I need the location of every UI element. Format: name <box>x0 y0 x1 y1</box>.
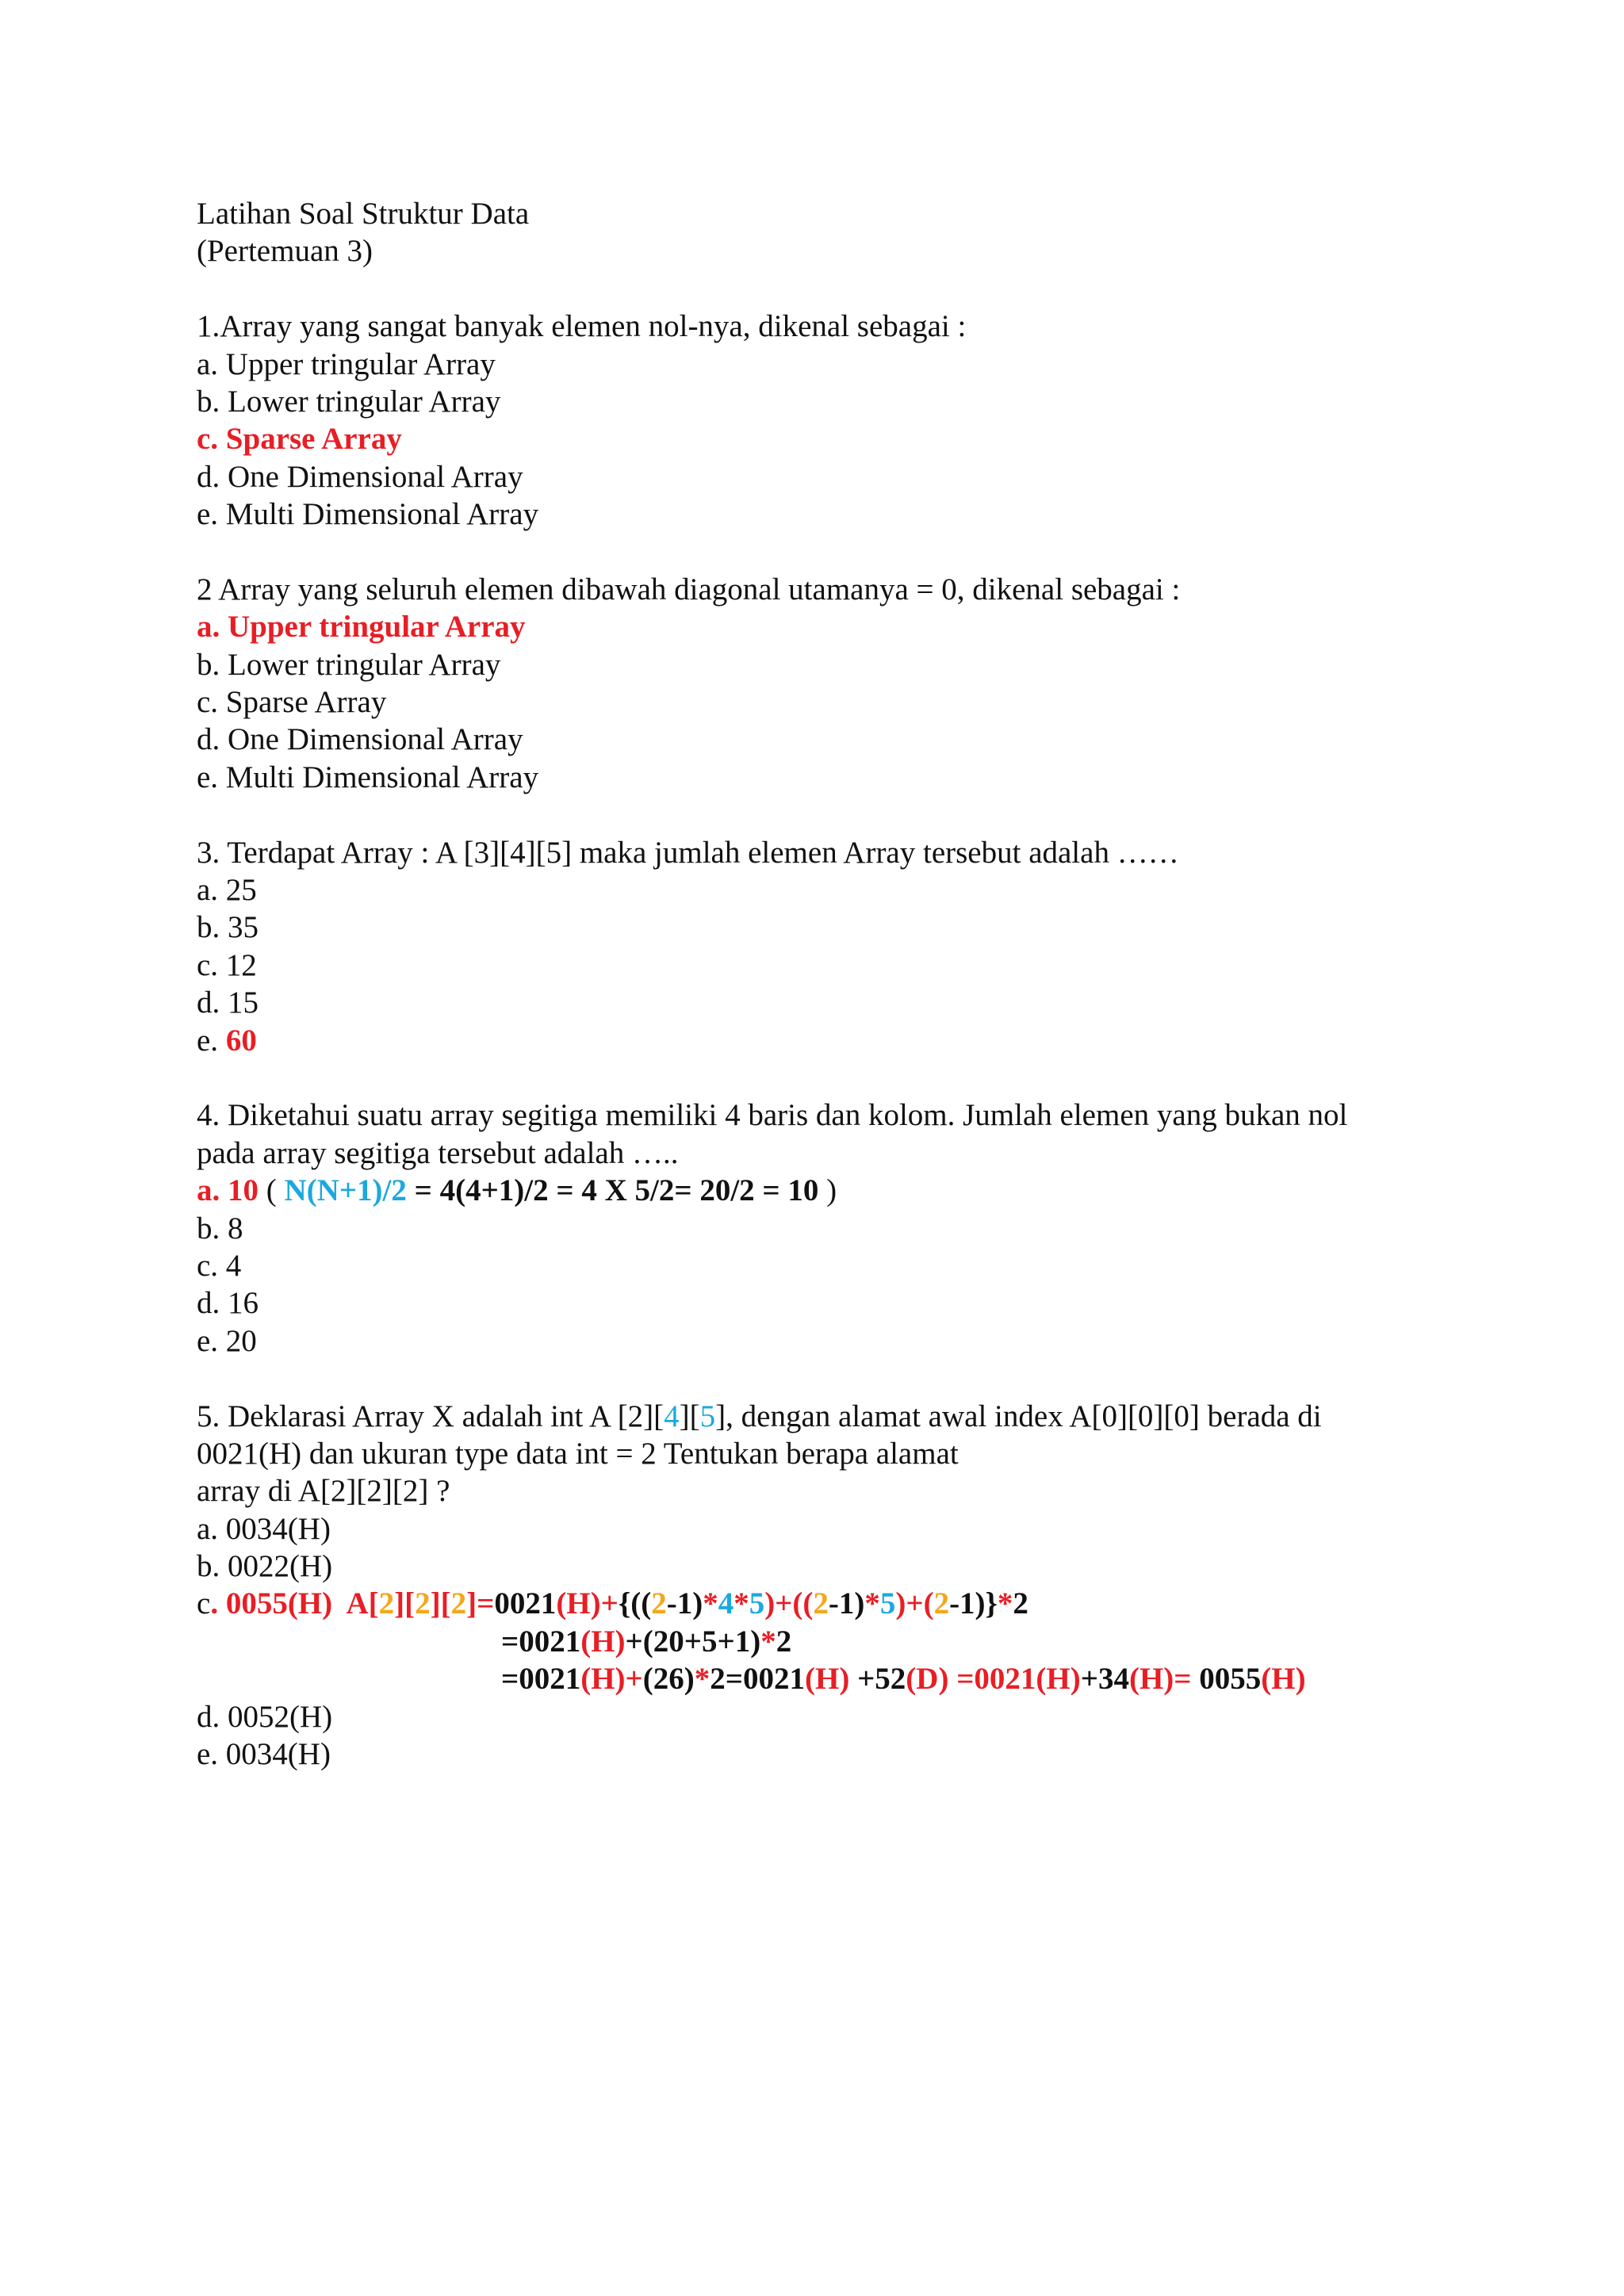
document-body <box>197 195 1505 1773</box>
q5-line2-segment-4: 2 <box>776 1624 792 1659</box>
q5-line3-segment-7: (D) <box>906 1662 949 1697</box>
q3-option-e-prefix: e. <box>197 1023 226 1058</box>
q5-line1-segment-10: 2 <box>651 1586 667 1621</box>
q5-line1-segment-24: } <box>985 1586 998 1621</box>
q4-option-e: e. 20 <box>197 1323 257 1358</box>
q5-line1-segment-21: )+( <box>895 1586 934 1621</box>
q5-answer-prefix: c <box>197 1586 211 1621</box>
q5-line3-segment-2: (26) <box>642 1662 695 1697</box>
q5-line2-segment-3: * <box>760 1624 776 1659</box>
q5-line1-segment-11: -1) <box>666 1586 703 1621</box>
q5-line1-segment-14: * <box>733 1586 749 1621</box>
q5-line2-segment-0: =0021 <box>501 1624 581 1659</box>
q5-line3-segment-12: 0055 <box>1191 1662 1262 1697</box>
document-title: Latihan Soal Struktur Data <box>197 197 530 231</box>
q5-line1-segment-0: A[ <box>332 1586 379 1621</box>
document-subtitle: (Pertemuan 3) <box>197 234 373 269</box>
q5-line1-segment-18: -1) <box>828 1586 865 1621</box>
q5-option-e: e. 0034(H) <box>197 1737 331 1772</box>
q5-line3-segment-8: =0021 <box>948 1662 1036 1697</box>
spacer <box>197 270 1505 308</box>
q2-option-b: b. Lower tringular Array <box>197 647 501 682</box>
q5-line3-segment-9: (H) <box>1036 1662 1081 1697</box>
q5-line1-segment-4: ][ <box>430 1586 451 1621</box>
q5-calc-line-1 <box>332 1586 1028 1621</box>
q5-line1-segment-1: 2 <box>378 1586 395 1621</box>
q5-line2-segment-1: (H) <box>580 1624 626 1659</box>
q4-answer-label: a. 10 <box>197 1173 259 1208</box>
q5-line3-segment-10: +34 <box>1080 1662 1129 1697</box>
q4-option-c: c. 4 <box>197 1248 242 1283</box>
q5-dim-4: 4 <box>664 1399 680 1433</box>
q5-line1-segment-13: 4 <box>718 1586 734 1621</box>
q5-option-d: d. 0052(H) <box>197 1699 333 1734</box>
q1-option-e: e. Multi Dimensional Array <box>197 497 539 532</box>
q5-line2-segment-2: +(20+5+1) <box>625 1624 761 1659</box>
q5-line1-segment-12: * <box>703 1586 718 1621</box>
spacer <box>197 1059 1505 1096</box>
question-1: 1.Array yang sangat banyak elemen nol-nya, dikenal sebagai : <box>197 309 967 344</box>
q3-option-a: a. 25 <box>197 873 257 908</box>
q5-line1-segment-7: 0021 <box>494 1586 557 1621</box>
q5-calc-line-3 <box>197 1660 1505 1697</box>
q4-answer-close-paren: ) <box>818 1173 837 1208</box>
q3-option-c: c. 12 <box>197 947 257 982</box>
q5-text-part-3: ][ <box>679 1399 700 1433</box>
q4-option-a-answer <box>197 1172 1505 1209</box>
q5-line1-segment-17: 2 <box>813 1586 829 1621</box>
q5-line3-segment-4: 2=0021 <box>710 1662 805 1697</box>
q5-line3-segment-6: +52 <box>849 1662 906 1697</box>
question-5-line-2: 0021(H) dan ukuran type data int = 2 Tentukan berapa alamat <box>197 1436 959 1471</box>
q4-answer-open-paren: ( <box>259 1173 285 1208</box>
q5-line1-segment-26: 2 <box>1013 1586 1028 1621</box>
spacer <box>197 796 1505 833</box>
q5-option-a: a. 0034(H) <box>197 1511 331 1546</box>
q5-line1-segment-15: 5 <box>749 1586 765 1621</box>
q5-line1-segment-22: 2 <box>933 1586 950 1621</box>
q1-option-a: a. Upper tringular Array <box>197 346 496 381</box>
q5-line3-segment-0: =0021 <box>501 1662 581 1697</box>
q5-line1-segment-8: (H)+ <box>556 1586 619 1621</box>
q1-option-d: d. One Dimensional Array <box>197 459 523 494</box>
q5-line3-segment-5: (H) <box>805 1662 850 1697</box>
spacer <box>197 534 1505 571</box>
q1-option-c-answer: c. Sparse Array <box>197 422 402 457</box>
q5-line3-segment-11: (H)= <box>1128 1662 1192 1697</box>
q5-line1-segment-16: )+(( <box>764 1586 814 1621</box>
q5-line1-segment-20: 5 <box>879 1586 896 1621</box>
q5-line1-segment-6: ]= <box>466 1586 495 1621</box>
q5-answer-value: . 0055(H) <box>210 1586 333 1621</box>
spacer <box>197 1360 1505 1397</box>
q5-line1-segment-23: -1) <box>949 1586 986 1621</box>
q1-option-b: b. Lower tringular Array <box>197 384 501 419</box>
q5-line3-segment-3: * <box>694 1662 710 1697</box>
q4-answer-formula: N(N+1)/2 <box>284 1173 407 1208</box>
q5-line1-segment-3: 2 <box>415 1586 431 1621</box>
q2-option-c: c. Sparse Array <box>197 685 387 720</box>
q4-answer-calculation: = 4(4+1)/2 = 4 X 5/2= 20/2 = 10 <box>406 1173 819 1208</box>
q5-line1-segment-5: 2 <box>450 1586 467 1621</box>
q5-line1-segment-9: {(( <box>618 1586 652 1621</box>
q5-option-c-answer <box>197 1585 1505 1622</box>
q5-line3-segment-1: (H)+ <box>580 1662 643 1697</box>
q2-option-a-answer: a. Upper tringular Array <box>197 610 526 645</box>
q5-line3-segment-13: (H) <box>1261 1662 1306 1697</box>
q5-calc-line-2 <box>197 1623 1505 1660</box>
q2-option-e: e. Multi Dimensional Array <box>197 760 539 794</box>
question-5-line-3: array di A[2][2][2] ? <box>197 1474 450 1509</box>
q5-option-b: b. 0022(H) <box>197 1549 333 1584</box>
q4-option-b: b. 8 <box>197 1211 243 1246</box>
q5-line1-segment-19: * <box>864 1586 880 1621</box>
question-2: 2 Array yang seluruh elemen dibawah diagonal utamanya = 0, dikenal sebagai : <box>197 572 1181 607</box>
q2-option-d: d. One Dimensional Array <box>197 722 523 757</box>
q5-line1-segment-25: * <box>997 1586 1013 1621</box>
question-4-line-1: 4. Diketahui suatu array segitiga memiliki 4 baris dan kolom. Jumlah elemen yang bukan nol <box>197 1098 1348 1133</box>
q3-answer-value: 60 <box>225 1023 257 1058</box>
question-3: 3. Terdapat Array : A [3][4][5] maka jumlah elemen Array tersebut adalah …… <box>197 835 1179 870</box>
q5-line1-segment-2: ][ <box>394 1586 416 1621</box>
q3-option-e-answer <box>197 1022 1505 1059</box>
question-4-line-2: pada array segitiga tersebut adalah ….. <box>197 1135 679 1170</box>
question-5-line-1 <box>197 1398 1505 1435</box>
q3-option-b: b. 35 <box>197 910 259 945</box>
q5-dim-5: 5 <box>699 1399 716 1433</box>
q3-option-d: d. 15 <box>197 985 259 1020</box>
q5-text-part-1: 5. Deklarasi Array X adalah int A [2][ <box>197 1399 665 1433</box>
q4-option-d: d. 16 <box>197 1286 259 1321</box>
q5-text-part-5: ], dengan alamat awal index A[0][0][0] berada di <box>715 1399 1322 1433</box>
